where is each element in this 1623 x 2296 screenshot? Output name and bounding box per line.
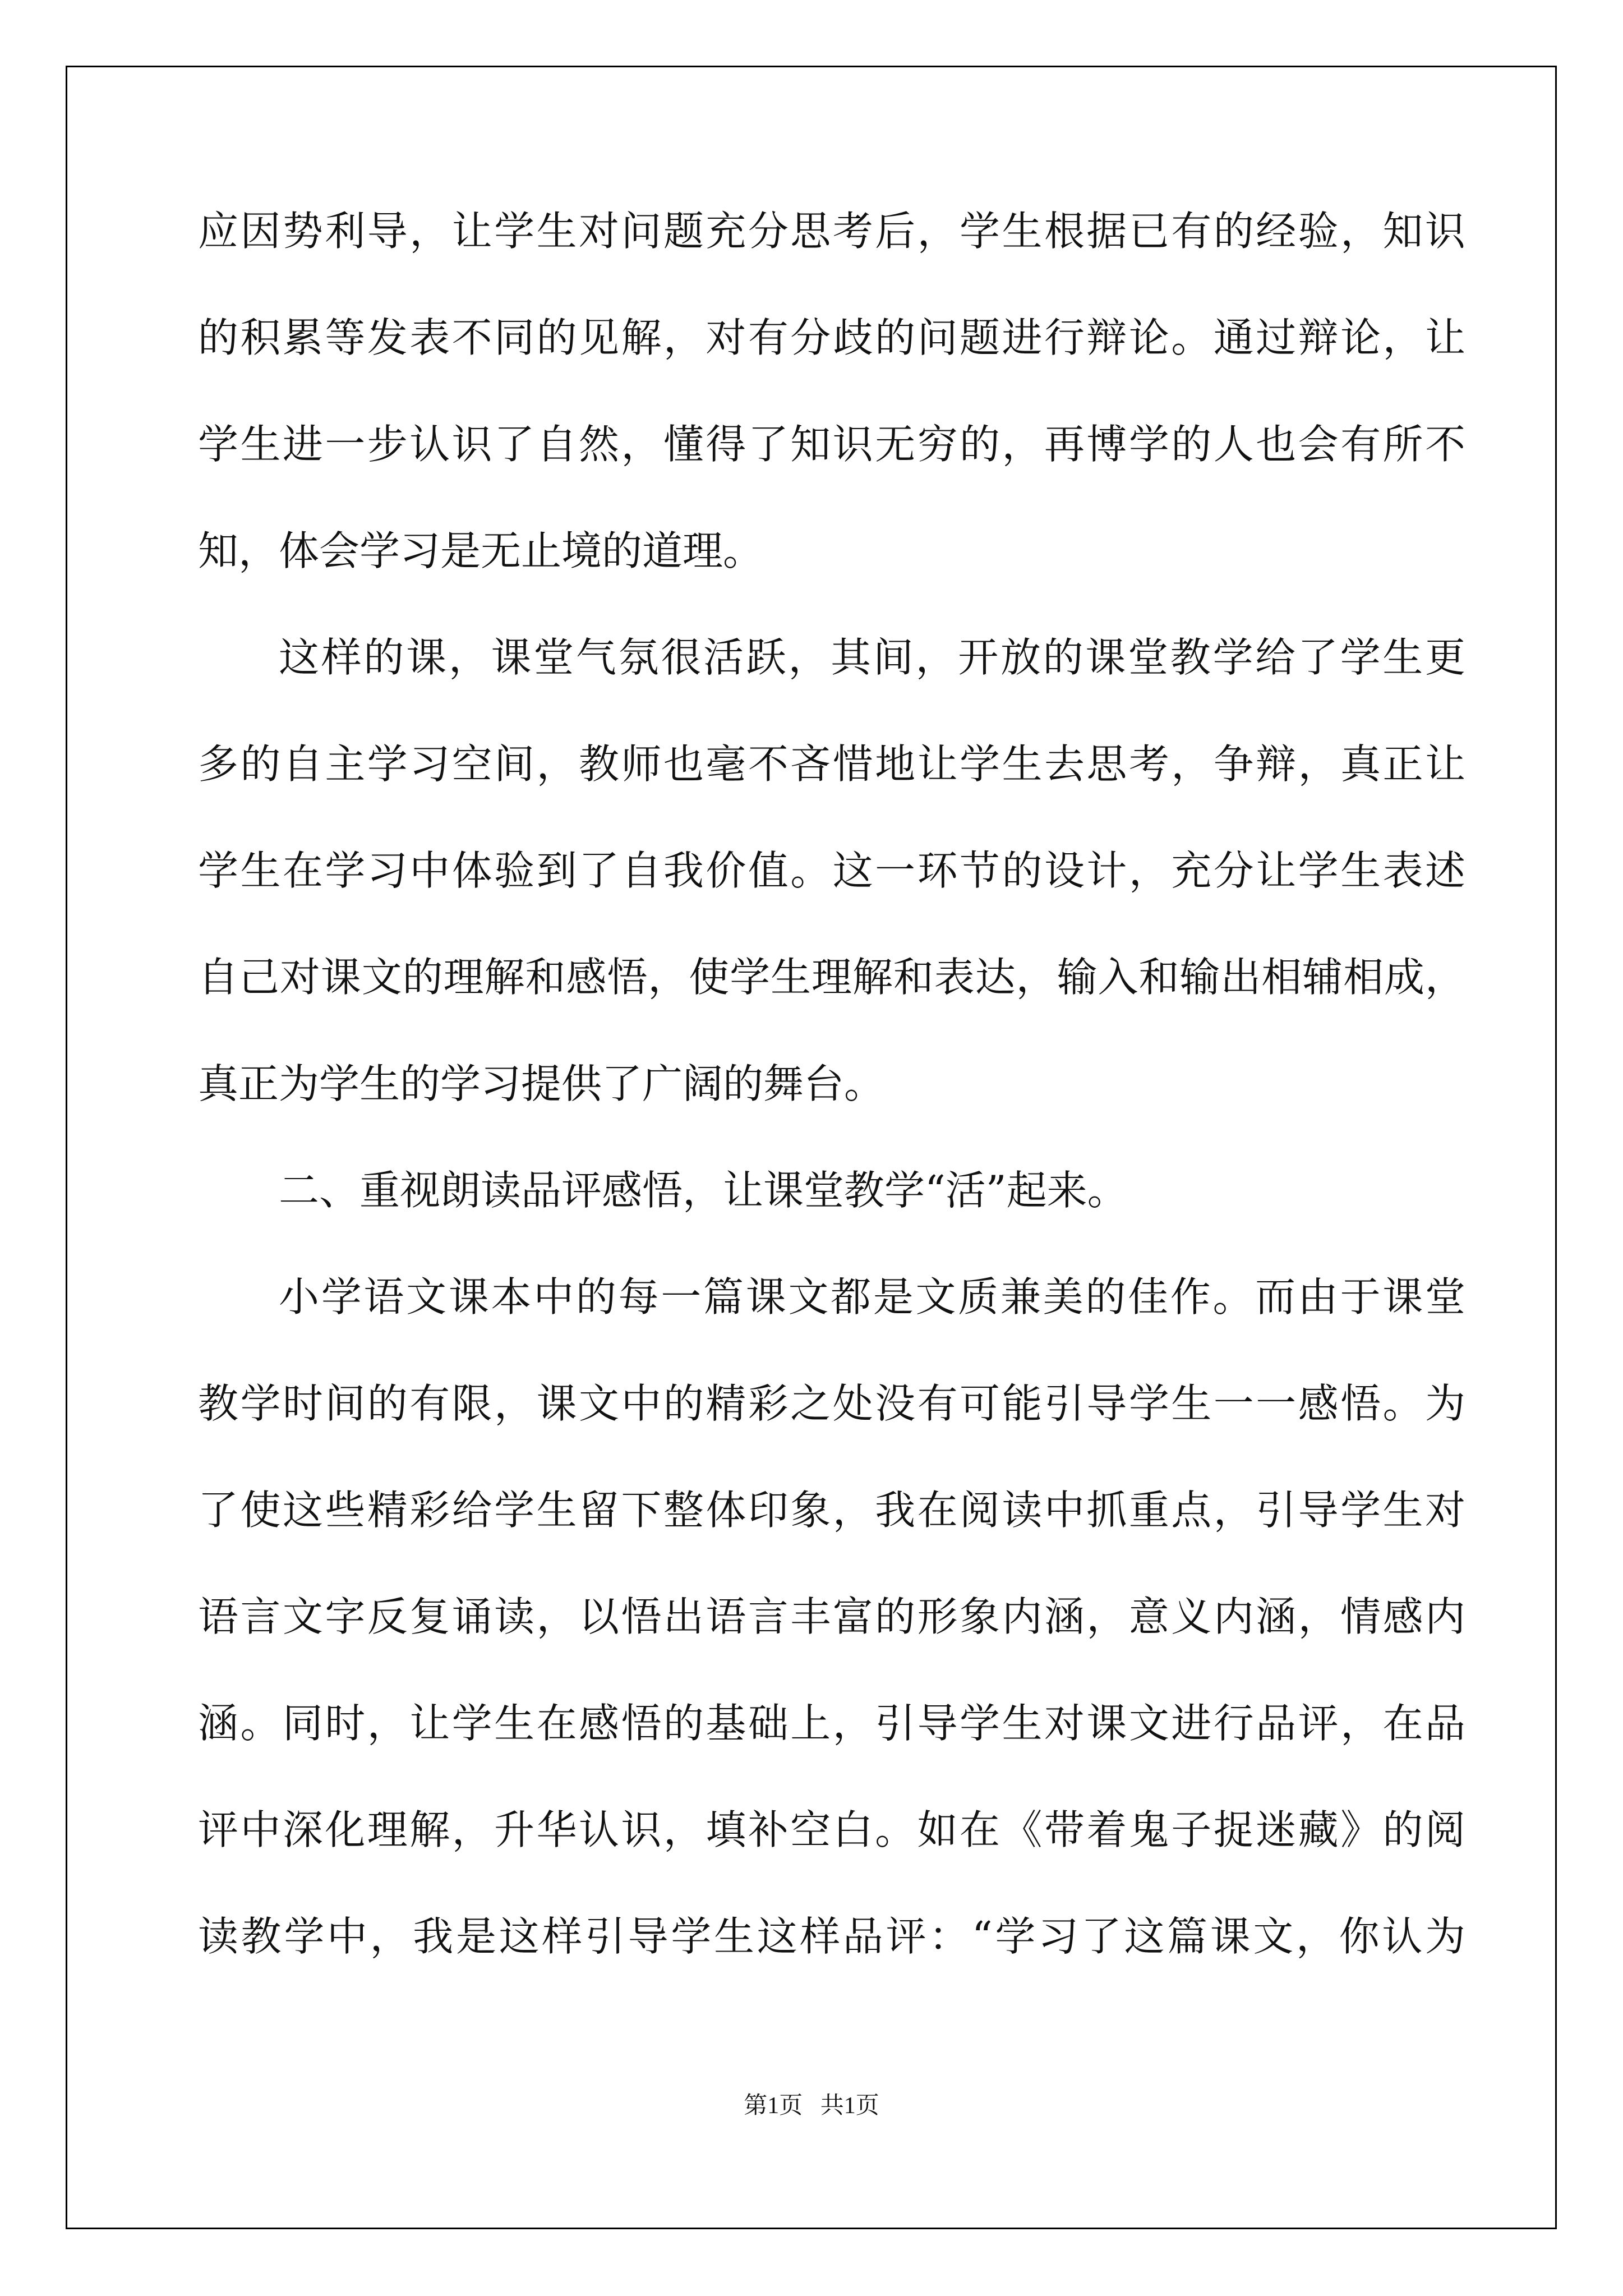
paragraph-1-line-3: 学生进一步认识了自然，懂得了知识无穷的，再博学的人也会有所不 [198,421,1465,468]
page-number-footer: 第1页 共1页 [744,2093,879,2119]
paragraph-2-line-1: 这样的课，课堂气氛很活跃，其间，开放的课堂教学给了学生更 [279,634,1465,681]
paragraph-4-line-1: 小学语文课本中的每一篇课文都是文质兼美的佳作。而由于课堂 [279,1273,1465,1320]
section-heading: 二、重视朗读品评感悟，让课堂教学“活”起来。 [279,1167,1128,1214]
paragraph-4-line-6: 评中深化理解，升华认识，填补空白。如在《带着鬼子捉迷藏》的阅 [198,1806,1465,1853]
paragraph-2-line-5: 真正为学生的学习提供了广阔的舞台。 [198,1060,885,1107]
paragraph-1-line-4: 知，体会学习是无止境的道理。 [198,527,764,574]
paragraph-2-line-4: 自己对课文的理解和感悟，使学生理解和表达，输入和输出相辅相成， [198,954,1465,1001]
paragraph-1-line-1: 应因势利导，让学生对问题充分思考后，学生根据已有的经验，知识 [198,208,1465,255]
paragraph-4-line-2: 教学时间的有限，课文中的精彩之处没有可能引导学生一一感悟。为 [198,1380,1465,1427]
paragraph-4-line-7: 读教学中，我是这样引导学生这样品评：“学习了这篇课文，你认为 [198,1913,1465,1960]
paragraph-4-line-4: 语言文字反复诵读，以悟出语言丰富的形象内涵，意义内涵，情感内 [198,1593,1465,1640]
document-body [198,205,1465,2017]
paragraph-2-line-2: 多的自主学习空间，教师也毫不吝惜地让学生去思考，争辩，真正让 [198,740,1465,788]
paragraph-1-line-2: 的积累等发表不同的见解，对有分歧的问题进行辩论。通过辩论，让 [198,314,1465,361]
paragraph-4-line-3: 了使这些精彩给学生留下整体印象，我在阅读中抓重点，引导学生对 [198,1487,1465,1534]
paragraph-4-line-5: 涵。同时，让学生在感悟的基础上，引导学生对课文进行品评，在品 [198,1700,1465,1747]
paragraph-2-line-3: 学生在学习中体验到了自我价值。这一环节的设计，充分让学生表述 [198,847,1465,894]
